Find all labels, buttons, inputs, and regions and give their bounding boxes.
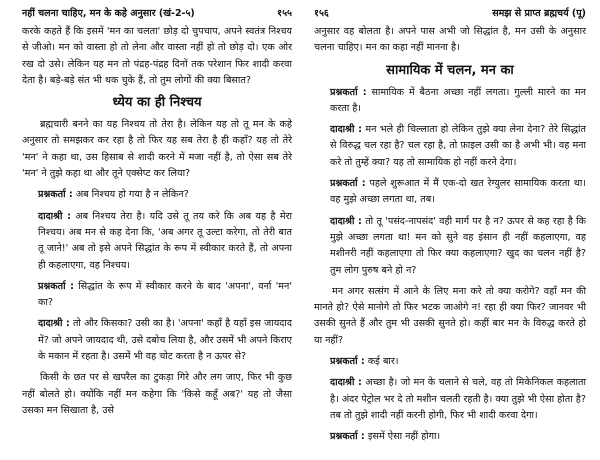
paragraph: ब्रह्मचारी बनने का यह निश्चय तो तेरा है। लेकिन यह तो तू मन के कहे अनुसार तो समझकर कर रहा है तो फिर यह सब तेरा है ही कहाँ? यह तो तेरे 'मन' ने कहा था, उस हिसाब से शादी करने में मजा नहीं है, तो ऐसा सब तेरे 'मन' ने तुझे कहा था और तूने एक्सेप्ट कर लिया? (22, 119, 292, 180)
speaker-label: प्रश्नकर्ता : (330, 431, 365, 443)
speaker-label: दादाश्री : (330, 124, 362, 136)
speaker-label: प्रश्नकर्ता : (330, 356, 365, 368)
question-paragraph (22, 279, 292, 312)
section-title: सामायिक में चलन, मन का (386, 62, 514, 78)
speaker-label: प्रश्नकर्ता : (330, 178, 366, 190)
left-header-title: नहीं चलना चाहिए, मन के कहे अनुसार (खं-2-५) (22, 8, 195, 19)
answer-paragraph (314, 375, 586, 424)
speaker-label: दादाश्री : (330, 377, 362, 389)
question-text: सिद्धांत के रूप में स्वीकार करने के बाद 'अपना', वर्ना 'मन' का? (38, 280, 292, 309)
speaker-label: दादाश्री : (330, 215, 362, 227)
left-page-number: १५५ (277, 8, 292, 19)
answer-text: अच्छा है। जो मन के चलाने से चले, वह तो मिकेनिकल कहलाता है। अंदर पेट्रोल भर दे तो मशीन चलती रहती है। क्या तुझे भी ऐसा होता है? तब तो तुझे शादी नहीं करनी होगी, फिर भी शादी करवा देगा। (330, 377, 586, 421)
speaker-label: प्रश्नकर्ता : (330, 86, 367, 98)
question-paragraph (314, 85, 586, 118)
speaker-label: प्रश्नकर्ता : (38, 189, 73, 201)
answer-text: तो तू 'पसंद-नापसंद' वही मार्ग पर है न? ऊपर से कह रहा है कि मुझे अच्छा लगता था! मन को सुने वह इंसान ही नहीं कहलाएगा, वह मशीनरी नहीं कहलाएगा तो फिर क्या कहलाएगा? खुद का चलन नहीं है? तुम लोग पुरुष बने हो न? (330, 215, 586, 276)
speaker-label: दादाश्री : (38, 318, 70, 330)
right-page (300, 0, 600, 460)
question-paragraph (314, 429, 586, 445)
answer-text: तो और किसका? उसी का है। 'अपना' कहाँ है यहाँ इस जायदाद में? जो अपने जायदाद थी, उसे दबोच लिया है, और उसमें भी अपने किराए के मकान में रहता है। उसमें भी वह चोट करता है न ऊपर से? (38, 318, 292, 363)
right-header-title: समझ से प्राप्त ब्रह्मचर्य (पू) (492, 8, 586, 19)
section-title: ध्येय का ही निश्चय (112, 95, 202, 111)
question-text: इसमें ऐसा नहीं होगा। (367, 431, 441, 443)
answer-paragraph (314, 214, 586, 279)
speaker-label: प्रश्नकर्ता : (38, 280, 74, 292)
answer-paragraph (314, 122, 586, 171)
right-header (314, 6, 586, 20)
answer-text: अब निश्चय तेरा है। यदि उसे तू तय करे कि अब यह है मेरा निश्चय। अब मन से कह देना कि, 'अब अगर तू उल्टा करेगा, तो तेरी बात तू जाने!' अब तो इसे अपने सिद्धांत के रूप में स्वीकार करते हैं, तो अपना ही कहलाएगा, वह निश्चय। (38, 210, 292, 271)
left-header (22, 6, 292, 20)
answer-paragraph (22, 316, 292, 365)
paragraph: करके कहते हैं कि इसमें 'मन का चलता' छोड़ दो चुपचाप, अपने स्वतंत्र निश्चय से जीओ। मन को वास्ता हो तो लेना और वास्ता नहीं हो तो छोड़ दो। एक ओर रख दो उसे। लेकिन यह मन तो पंद्रह-पंद्रह दिनों तक परेशान फिर शादी करवा देता है। बड़े-बड़े संत भी थक चुके हैं, तो तुम लोगों की क्या बिसात? (22, 26, 292, 86)
right-page-number: १५६ (314, 8, 329, 19)
speaker-label: दादाश्री : (38, 210, 71, 222)
question-text: अब निश्चय हो गया है न लेकिन? (75, 189, 189, 201)
answer-paragraph (22, 209, 292, 274)
paragraph: किसी के छत पर से खपरैल का टुकड़ा गिरे और लग जाए, फिर भी कुछ नहीं बोलते हो। क्योंकि नहीं मन कहेगा कि 'किसे कहूँ अब?' यह तो जैसा उसका मन सिखाता है, उसे (22, 372, 292, 416)
question-paragraph (22, 187, 292, 203)
question-text: कई बार। (367, 356, 399, 368)
question-text: पहले शुरूआत में मैं एक-दो खत रेग्युलर सामायिक करता था। वह मुझे अच्छा लगता था, तब। (330, 178, 586, 206)
paragraph: अनुसार वह बोलता है। अपने पास अभी जो सिद्धांत है, मन उसी के अनुसार चलना चाहिए। मन का कहा नहीं मानना है। (314, 26, 586, 54)
question-paragraph (314, 354, 586, 370)
paragraph: मन अगर सत्संग में आने के लिए मना करे तो क्या करोगे? वहाँ मन की मानते हो? ऐसे मानोगे तो फिर भटक जाओगे न! रहा ही क्या फिर? जानवर भी उसकी सुनते हैं और तुम भी उसकी सुनते हो। कहीं बार मन के विरुद्ध करते हो या नहीं? (314, 285, 586, 346)
answer-text: मन भले ही चिल्लाता हो लेकिन तुझे क्या लेना देना? तेरे सिद्धांत से विरुद्ध चल रहा है? चल रहा है, तो फ़ाइल उसी का है अभी भी। वह मना करे तो तुम्हें क्या? यह तो सामायिक हो नहीं करने देगा। (330, 124, 586, 168)
question-text: सामायिक में बैठना अच्छा नहीं लगता। गुल्ली मारने का मन करता है। (330, 86, 586, 114)
question-paragraph (314, 176, 586, 209)
